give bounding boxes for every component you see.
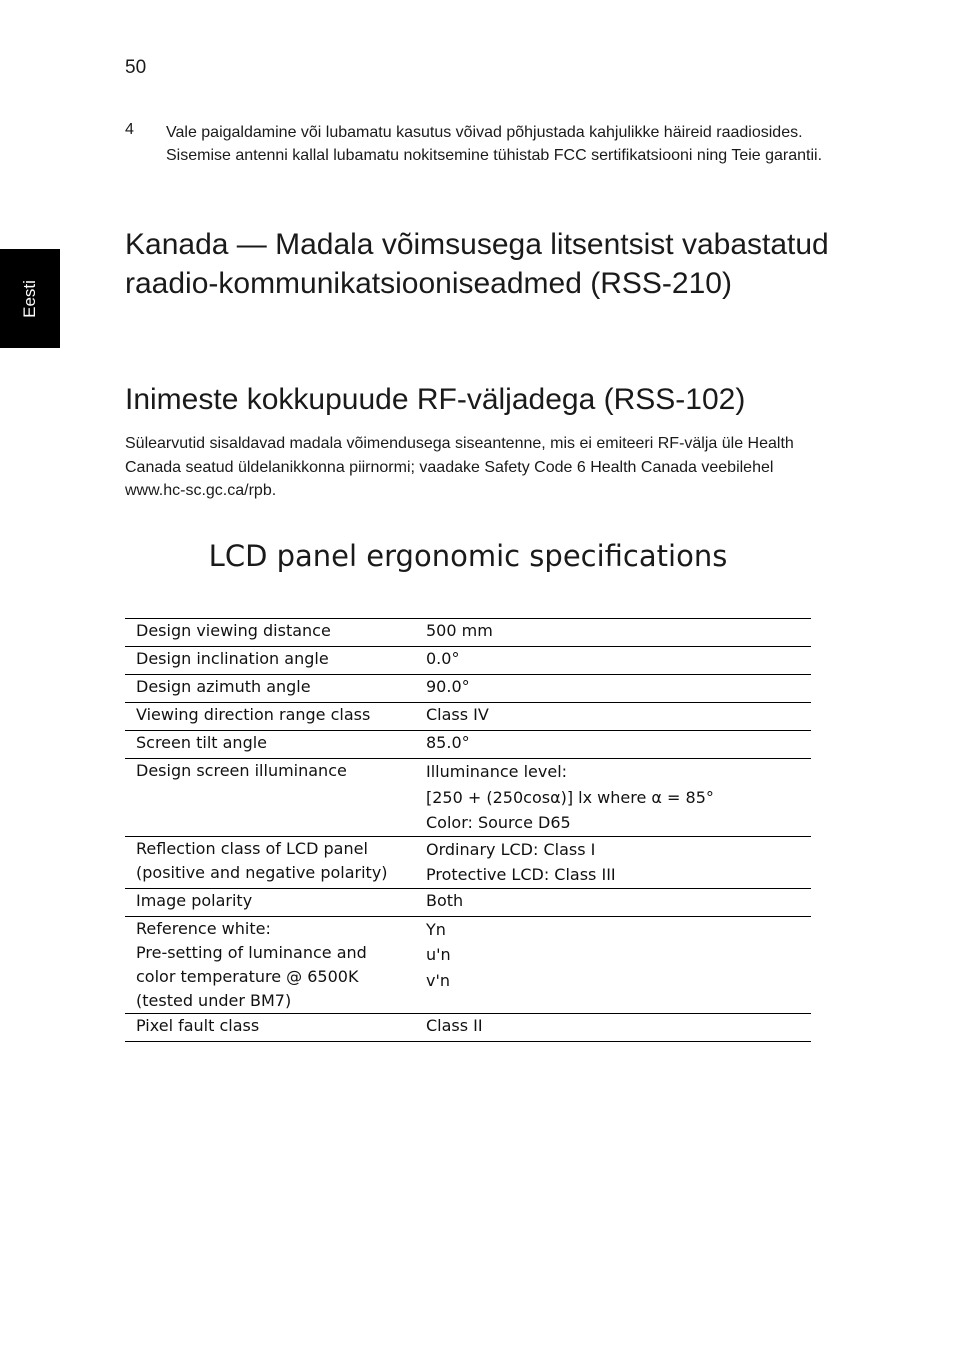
spec-value-line: Illuminance level: xyxy=(426,762,568,781)
table-row xyxy=(125,759,811,837)
spec-value-line: Class IV xyxy=(426,705,489,724)
spec-label-line: Reference white: xyxy=(136,918,271,938)
spec-value-cell xyxy=(426,759,811,837)
rf-exposure-paragraph: Sülearvutid sisaldavad madala võimendusega siseantenne, mis ei emiteeri RF-välja üle Health Canada seatud üldelanikkonna piirnormi; vaadake Safety Code 6 Health Canada veebilehel www.hc-sc.gc.ca/rpb. xyxy=(125,435,794,499)
spec-value-cell xyxy=(426,647,811,675)
spec-value-cell xyxy=(426,731,811,759)
spec-label-line: Design inclination angle xyxy=(136,649,329,668)
table-row xyxy=(125,675,811,703)
spec-label-line: Screen tilt angle xyxy=(136,733,268,752)
table-row xyxy=(125,703,811,731)
spec-value-line: Ordinary LCD: Class I xyxy=(426,839,596,859)
spec-label-line: Design azimuth angle xyxy=(136,677,311,696)
spec-value-cell xyxy=(426,888,811,916)
spec-label-cell xyxy=(125,703,426,731)
spec-value-line: u'n xyxy=(426,945,451,964)
spec-value-cell xyxy=(426,619,811,647)
spec-value-line: 90.0° xyxy=(426,677,470,696)
side-tab-label: Eesti xyxy=(19,279,39,318)
table-row xyxy=(125,836,811,888)
spec-value-cell xyxy=(426,675,811,703)
table-title: LCD panel ergonomic specifications xyxy=(208,539,728,573)
spec-label-line: Pixel fault class xyxy=(136,1015,260,1035)
table-row xyxy=(125,888,811,916)
page-number: 50 xyxy=(125,57,147,78)
spec-value-line: Both xyxy=(426,890,464,910)
spec-value-line: 0.0° xyxy=(426,649,460,668)
spec-value-line: v'n xyxy=(426,970,451,990)
lcd-spec-table xyxy=(125,618,811,1042)
table-row xyxy=(125,647,811,675)
language-side-tab xyxy=(0,249,60,348)
spec-value-line: 85.0° xyxy=(426,733,470,752)
spec-label-line: Design viewing distance xyxy=(136,621,331,640)
spec-label-line: Design screen illuminance xyxy=(136,761,347,780)
note-text: Vale paigaldamine või lubamatu kasutus võivad põhjustada kahjulikke häireid raadiosides. Sisemise antenni kallal lubamatu nokitsemine tühistab FCC sertifikatsiooni ning Teie garantii. xyxy=(166,124,823,164)
spec-label-cell xyxy=(125,916,426,1013)
spec-label-cell xyxy=(125,731,426,759)
heading-rf-exposure: Inimeste kokkupuude RF-väljadega (RSS-102) xyxy=(125,383,746,416)
spec-value-line: Yn xyxy=(426,919,446,939)
spec-label-cell xyxy=(125,619,426,647)
spec-label-cell xyxy=(125,1013,426,1041)
spec-value-line: 500 mm xyxy=(426,621,493,640)
spec-label-cell xyxy=(125,836,426,888)
spec-label-line: Viewing direction range class xyxy=(136,705,371,724)
spec-value-cell xyxy=(426,1013,811,1041)
spec-value-line: Class II xyxy=(426,1015,483,1035)
spec-label-line: Reflection class of LCD panel xyxy=(136,838,368,858)
heading-canada: Kanada — Madala võimsusega litsentsist vabastatud raadio-kommunikatsiooniseadmed (RSS-210) xyxy=(125,228,829,300)
table-row xyxy=(125,1013,811,1041)
spec-value-cell xyxy=(426,703,811,731)
spec-label-line: (positive and negative polarity) xyxy=(136,862,388,882)
table-row xyxy=(125,731,811,759)
note-number: 4 xyxy=(125,121,134,138)
spec-value-line: [250 + (250cosα)] lx where α = 85° xyxy=(426,787,714,807)
spec-label-cell xyxy=(125,759,426,837)
spec-value-cell xyxy=(426,916,811,1013)
spec-label-line: (tested under BM7) xyxy=(136,990,292,1010)
spec-label-cell xyxy=(125,647,426,675)
spec-value-line: Color: Source D65 xyxy=(426,813,571,832)
spec-value-line: Protective LCD: Class III xyxy=(426,865,616,884)
table-row xyxy=(125,619,811,647)
spec-label-line: Image polarity xyxy=(136,890,253,910)
spec-value-cell xyxy=(426,836,811,888)
spec-label-line: color temperature @ 6500K xyxy=(136,966,359,986)
spec-label-line: Pre-setting of luminance and xyxy=(136,942,367,962)
spec-label-cell xyxy=(125,675,426,703)
table-row xyxy=(125,916,811,1013)
spec-label-cell xyxy=(125,888,426,916)
